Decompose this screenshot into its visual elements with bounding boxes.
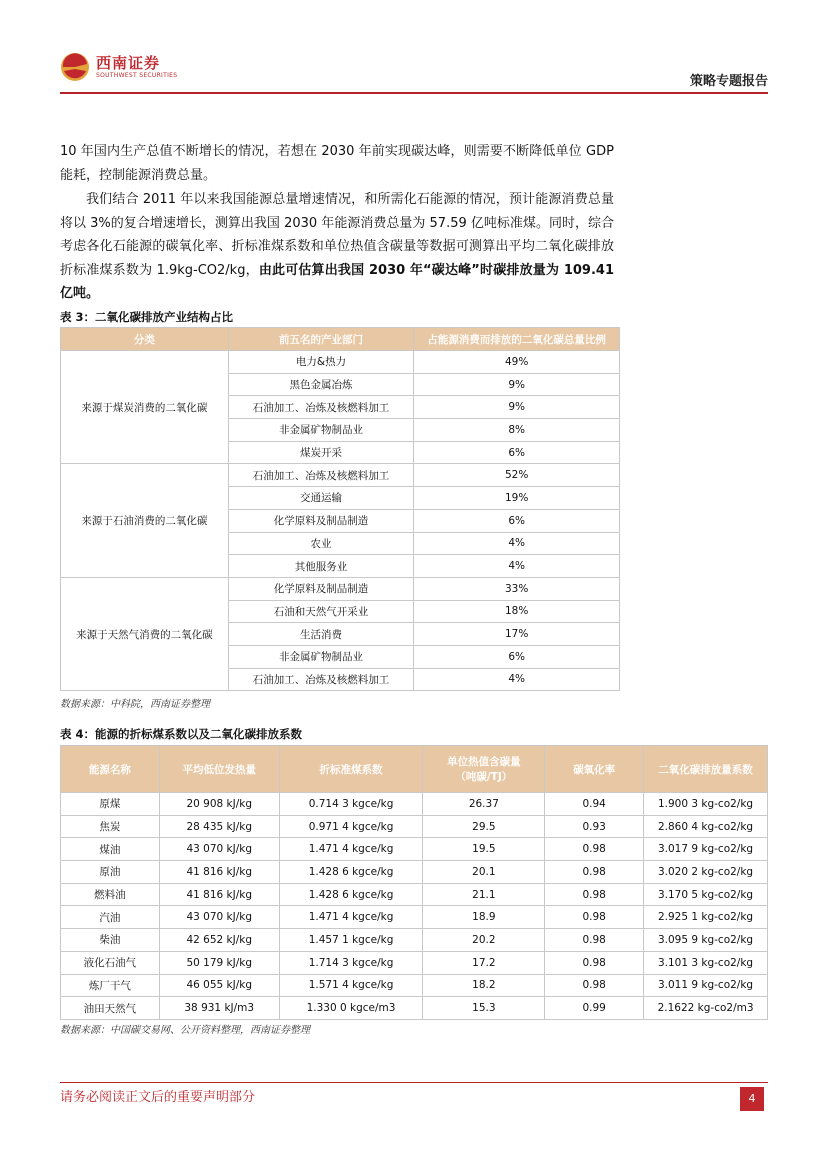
body-paragraph-2 xyxy=(60,188,614,306)
table-row xyxy=(61,997,768,1020)
table-4-header-cell: 二氧化碳排放量系数 xyxy=(644,746,768,793)
table-3-header-row xyxy=(61,328,620,351)
table-4-carbon-cell: 26.37 xyxy=(423,793,545,816)
table-3-share-cell: 33% xyxy=(414,577,620,600)
table-4-co2-coef-cell: 3.020 2 kg-co2/kg xyxy=(644,861,768,884)
table-3-sector-cell: 生活消费 xyxy=(228,623,414,646)
table-4-energy-coefficients xyxy=(60,745,768,1020)
table-row xyxy=(61,838,768,861)
table-4-energy-cell: 柴油 xyxy=(61,929,160,952)
table-4-coal-coef-cell: 1.330 0 kgce/m3 xyxy=(279,997,423,1020)
table-3-sector-cell: 化学原料及制品制造 xyxy=(228,577,414,600)
table-4-energy-cell: 汽油 xyxy=(61,906,160,929)
table-4-header-unit: （吨碳/TJ） xyxy=(455,771,513,783)
table-3-share-cell: 18% xyxy=(414,600,620,623)
table-4-header-cell: 折标准煤系数 xyxy=(279,746,423,793)
table-4-co2-coef-cell: 3.101 3 kg-co2/kg xyxy=(644,951,768,974)
table-row xyxy=(61,883,768,906)
table-3-source: 数据来源：中科院，西南证券整理 xyxy=(60,699,210,710)
table-4-coal-coef-cell: 1.471 4 kgce/kg xyxy=(279,838,423,861)
table-4-header-main: 单位热值含碳量 xyxy=(447,756,521,768)
table-3-share-cell: 17% xyxy=(414,623,620,646)
table-3-header-cell: 分类 xyxy=(61,328,229,351)
table-3-sector-cell: 石油和天然气开采业 xyxy=(228,600,414,623)
table-4-coal-coef-cell: 1.471 4 kgce/kg xyxy=(279,906,423,929)
table-3-sector-cell: 石油加工、冶炼及核燃料加工 xyxy=(228,668,414,691)
table-4-carbon-cell: 20.2 xyxy=(423,929,545,952)
table-3-share-cell: 6% xyxy=(414,509,620,532)
table-4-energy-cell: 油田天然气 xyxy=(61,997,160,1020)
table-4-heat-cell: 46 055 kJ/kg xyxy=(159,974,279,997)
table-4-oxidation-cell: 0.98 xyxy=(545,974,644,997)
disclaimer-notice: 请务必阅读正文后的重要声明部分 xyxy=(60,1090,256,1105)
table-4-header-row xyxy=(61,746,768,793)
table-4-heat-cell: 28 435 kJ/kg xyxy=(159,815,279,838)
table-row xyxy=(61,974,768,997)
table-4-carbon-cell: 15.3 xyxy=(423,997,545,1020)
table-4-co2-coef-cell: 3.095 9 kg-co2/kg xyxy=(644,929,768,952)
table-3-sector-cell: 交通运输 xyxy=(228,487,414,510)
table-4-oxidation-cell: 0.99 xyxy=(545,997,644,1020)
table-4-energy-cell: 原油 xyxy=(61,861,160,884)
table-4-coal-coef-cell: 0.971 4 kgce/kg xyxy=(279,815,423,838)
table-4-coal-coef-cell: 1.571 4 kgce/kg xyxy=(279,974,423,997)
table-4-heat-cell: 41 816 kJ/kg xyxy=(159,861,279,884)
page-number: 4 xyxy=(740,1087,764,1111)
report-type-label: 策略专题报告 xyxy=(689,74,768,89)
table-4-energy-cell: 液化石油气 xyxy=(61,951,160,974)
table-4-co2-coef-cell: 2.1622 kg-co2/m3 xyxy=(644,997,768,1020)
logo-chinese-name: 西南证券 xyxy=(96,54,161,72)
table-3-share-cell: 9% xyxy=(414,373,620,396)
table-3-share-cell: 19% xyxy=(414,487,620,510)
table-4-energy-cell: 焦炭 xyxy=(61,815,160,838)
table-row xyxy=(61,351,620,374)
table-4-coal-coef-cell: 1.714 3 kgce/kg xyxy=(279,951,423,974)
table-4-energy-cell: 原煤 xyxy=(61,793,160,816)
table-4-oxidation-cell: 0.98 xyxy=(545,951,644,974)
paragraph-2-text: 我们结合 2011 年以来我国能源总量增速情况，和所需化石能源的情况，预计能源消费总量将以 3%的复合增速增长，测算出我国 2030 年能源消费总量为 57.59 亿吨标准煤。同时，综合考虑各化石能源的碳氧化率、折标准煤系数和单位热值含碳量等数据可测算出平均二氧化碳排放折标准煤系数为 1.9kg-CO2/kg， xyxy=(60,192,614,278)
table-row xyxy=(61,861,768,884)
table-4-co2-coef-cell: 1.900 3 kg-co2/kg xyxy=(644,793,768,816)
table-3-share-cell: 52% xyxy=(414,464,620,487)
table-4-coal-coef-cell: 1.428 6 kgce/kg xyxy=(279,861,423,884)
table-4-oxidation-cell: 0.98 xyxy=(545,906,644,929)
table-4-carbon-cell: 17.2 xyxy=(423,951,545,974)
table-4-oxidation-cell: 0.93 xyxy=(545,815,644,838)
header-divider xyxy=(60,92,768,94)
table-4-energy-cell: 炼厂干气 xyxy=(61,974,160,997)
table-4-co2-coef-cell: 3.017 9 kg-co2/kg xyxy=(644,838,768,861)
table-row xyxy=(61,577,620,600)
table-4-energy-cell: 煤油 xyxy=(61,838,160,861)
table-3-caption: 表 3：二氧化碳排放产业结构占比 xyxy=(60,310,234,324)
table-4-header-cell xyxy=(423,746,545,793)
page-header xyxy=(60,48,768,92)
table-4-coal-coef-cell: 0.714 3 kgce/kg xyxy=(279,793,423,816)
table-3-sector-cell: 煤炭开采 xyxy=(228,441,414,464)
table-4-header-cell: 平均低位发热量 xyxy=(159,746,279,793)
table-row xyxy=(61,464,620,487)
table-row xyxy=(61,815,768,838)
table-3-category-cell: 来源于煤炭消费的二氧化碳 xyxy=(61,351,229,464)
table-3-sector-cell: 石油加工、冶炼及核燃料加工 xyxy=(228,396,414,419)
table-4-header-cell: 能源名称 xyxy=(61,746,160,793)
table-4-carbon-cell: 20.1 xyxy=(423,861,545,884)
body-paragraph-1: 10 年国内生产总值不断增长的情况，若想在 2030 年前实现碳达峰，则需要不断降低单位 GDP 能耗，控制能源消费总量。 xyxy=(60,144,614,183)
table-row xyxy=(61,951,768,974)
table-3-sector-cell: 其他服务业 xyxy=(228,555,414,578)
table-3-sector-cell: 石油加工、冶炼及核燃料加工 xyxy=(228,464,414,487)
table-3-sector-cell: 化学原料及制品制造 xyxy=(228,509,414,532)
table-4-heat-cell: 43 070 kJ/kg xyxy=(159,838,279,861)
table-3-category-cell: 来源于天然气消费的二氧化碳 xyxy=(61,577,229,690)
table-4-co2-coef-cell: 2.860 4 kg-co2/kg xyxy=(644,815,768,838)
table-4-carbon-cell: 29.5 xyxy=(423,815,545,838)
table-4-source: 数据来源：中国碳交易网、公开资料整理，西南证券整理 xyxy=(60,1025,310,1036)
table-4-heat-cell: 42 652 kJ/kg xyxy=(159,929,279,952)
footer-divider xyxy=(60,1082,768,1083)
table-4-oxidation-cell: 0.98 xyxy=(545,883,644,906)
table-4-heat-cell: 43 070 kJ/kg xyxy=(159,906,279,929)
table-row xyxy=(61,793,768,816)
table-4-oxidation-cell: 0.98 xyxy=(545,929,644,952)
table-4-caption: 表 4：能源的折标煤系数以及二氧化碳排放系数 xyxy=(60,727,303,741)
table-4-heat-cell: 38 931 kJ/m3 xyxy=(159,997,279,1020)
logo-english-name: SOUTHWEST SECURITIES xyxy=(96,72,178,79)
table-3-share-cell: 6% xyxy=(414,441,620,464)
table-3-share-cell: 4% xyxy=(414,532,620,555)
table-4-heat-cell: 20 908 kJ/kg xyxy=(159,793,279,816)
table-3-sector-cell: 黑色金属冶炼 xyxy=(228,373,414,396)
company-logo xyxy=(60,48,180,88)
table-4-carbon-cell: 21.1 xyxy=(423,883,545,906)
table-3-share-cell: 49% xyxy=(414,351,620,374)
table-4-heat-cell: 50 179 kJ/kg xyxy=(159,951,279,974)
table-3-header-cell: 前五名的产业部门 xyxy=(228,328,414,351)
table-4-header-cell: 碳氧化率 xyxy=(545,746,644,793)
table-3-sector-cell: 电力&热力 xyxy=(228,351,414,374)
table-4-energy-cell: 燃料油 xyxy=(61,883,160,906)
table-row xyxy=(61,929,768,952)
table-3-category-cell: 来源于石油消费的二氧化碳 xyxy=(61,464,229,577)
table-3-sector-cell: 非金属矿物制品业 xyxy=(228,419,414,442)
table-4-oxidation-cell: 0.98 xyxy=(545,861,644,884)
table-3-share-cell: 4% xyxy=(414,668,620,691)
table-3-share-cell: 8% xyxy=(414,419,620,442)
table-3-co2-industry-structure xyxy=(60,327,620,691)
table-4-coal-coef-cell: 1.457 1 kgce/kg xyxy=(279,929,423,952)
table-4-carbon-cell: 18.9 xyxy=(423,906,545,929)
table-3-header-cell: 占能源消费而排放的二氧化碳总量比例 xyxy=(414,328,620,351)
logo-mark-icon xyxy=(60,52,90,82)
table-3-sector-cell: 非金属矿物制品业 xyxy=(228,645,414,668)
table-4-carbon-cell: 19.5 xyxy=(423,838,545,861)
paragraph-2-conclusion: 由此可估算出我国 2030 年“碳达峰”时碳排放量为 109.41 亿吨。 xyxy=(60,262,614,301)
table-3-share-cell: 9% xyxy=(414,396,620,419)
table-4-co2-coef-cell: 3.170 5 kg-co2/kg xyxy=(644,883,768,906)
table-4-co2-coef-cell: 2.925 1 kg-co2/kg xyxy=(644,906,768,929)
table-row xyxy=(61,906,768,929)
table-4-oxidation-cell: 0.98 xyxy=(545,838,644,861)
table-4-coal-coef-cell: 1.428 6 kgce/kg xyxy=(279,883,423,906)
table-3-sector-cell: 农业 xyxy=(228,532,414,555)
table-4-heat-cell: 41 816 kJ/kg xyxy=(159,883,279,906)
table-4-carbon-cell: 18.2 xyxy=(423,974,545,997)
table-4-co2-coef-cell: 3.011 9 kg-co2/kg xyxy=(644,974,768,997)
table-3-share-cell: 6% xyxy=(414,645,620,668)
table-4-oxidation-cell: 0.94 xyxy=(545,793,644,816)
table-3-share-cell: 4% xyxy=(414,555,620,578)
